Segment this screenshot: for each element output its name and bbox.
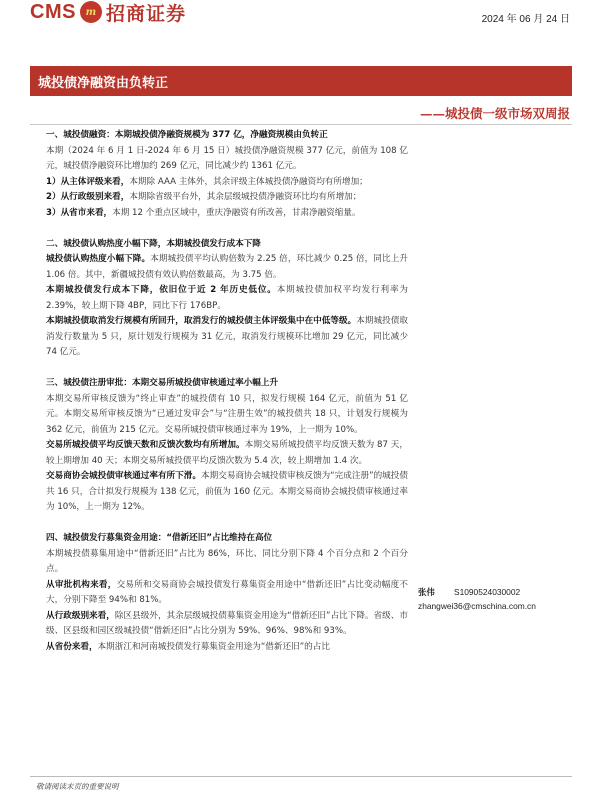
paragraph-text: 本期浙江和河南城投债发行募集资金用途为“借新还旧”的占比 [97,641,330,652]
brand-logo-cn: 招商证券 [105,2,186,25]
bullet-text: 本期 12 个重点区域中，重庆净融资有所改善，甘肃净融资缩量。 [112,207,361,218]
section-3-paragraph-1: 本期交易所审核反馈为“终止审查”的城投债有 10 只，拟发行规模 164 亿元，前值为 51 亿元。本期交易所审核反馈为“已通过发审会”与“注册生效”的城投债共 18 只，计划发行规模为 362 亿元，前值为 215 亿元。交易所城投债审核通过率为 19%，上一期为 10%。 [46,393,408,435]
section-4-paragraph-4 [46,640,408,656]
analyst-id: S1090524030002 [454,587,521,597]
section-1-bullet-2 [46,190,408,206]
brand-badge-icon [80,1,102,23]
section-1-paragraph: 本期（2024 年 6 月 1 日-2024 年 6 月 15 日）城投债净融资规模 377 亿元，前值为 108 亿元，城投债净融资环比增加约 269 亿元，同比减少约 1361 亿元。 [46,145,408,171]
paragraph-text: 本期交易所城投债平均反馈天数为 87 天，较上期增加 40 天；本期交易所城投债平均反馈次数为 5.4 次，较上期增加 1.4 次。 [46,440,408,466]
section-3-heading: 三、城投债注册审批：本期交易所城投债审核通过率小幅上升 [46,378,279,388]
summary-column [46,128,408,655]
section-4-paragraph-1: 本期城投债募集用途中“借新还旧”占比为 86%，环比、同比分别下降 4 个百分点和 2 个百分点。 [46,548,408,574]
section-4-paragraph-2 [46,578,408,609]
section-3-paragraph-3 [46,469,408,516]
paragraph-lead: 本期城投债发行成本下降，依旧位于近 2 年历史低位。 [46,285,277,295]
bullet-text: 本期除 AAA 主体外，其余评级主体城投债净融资均有所增加； [129,176,368,187]
paragraph-lead: 交易商协会城投债审核通过率有所下滑。 [46,471,202,481]
bullet-lead: 2）从行政级别来看， [46,192,130,202]
bullet-lead: 3）从省市来看， [46,207,113,218]
section-2-paragraph-3 [46,314,408,361]
section-4-heading: 四、城投债发行募集资金用途：“借新还旧”占比维持在高位 [46,533,273,543]
analyst-name: 张伟 [418,587,435,597]
bullet-text: 本期除省级平台外，其余层级城投债净融资环比均有所增加； [129,192,362,202]
brand-logo-en: CMS [30,0,76,23]
section-4-paragraph-3 [46,609,408,640]
paragraph-text: 除区县级外，其余层级城投债募集资金用途为“借新还旧”占比下降。省级、市级、区县级和园区级城投债“借新还旧”占比分别为 59%、96%、98%和 93%。 [46,610,408,636]
report-date: 2024 年 06 月 24 日 [481,14,570,25]
paragraph-text: 本期城投债取消发行数量为 5 只，原计划发行规模为 31 亿元，取消发行规模环比增加 29 亿元，同比减少 74 亿元。 [46,316,408,357]
analyst-info [418,585,578,613]
paragraph-lead: 从省份来看， [46,641,98,652]
section-2-paragraph-2 [46,283,408,314]
report-subtitle: ——城投债一级市场双周报 [419,106,570,121]
paragraph-lead: 交易所城投债平均反馈天数和反馈次数均有所增加。 [46,440,245,450]
section-1-bullet-1 [46,175,408,191]
brand-logo [30,0,186,24]
report-title: 城投债净融资由负转正 [38,76,169,91]
footer-divider [30,776,572,777]
footer-note: 敬请阅读末页的重要说明 [36,782,119,791]
paragraph-text: 本期交易商协会城投债审核反馈为“完成注册”的城投债共 16 只，合计拟发行规模为 138 亿元，前值为 160 亿元。本期交易商协会城投债审核通过率为 10%，上一期为 12%。 [46,471,408,512]
section-3-paragraph-2 [46,438,408,469]
paragraph-text: 交易所和交易商协会城投债发行募集资金用途中“借新还旧”占比变动幅度不大，分别下降至 94%和 81%。 [46,579,408,605]
analyst-email[interactable]: zhangwei36@cmschina.com.cn [418,601,536,611]
subtitle-divider [30,124,572,125]
section-2-heading: 二、城投债认购热度小幅下降，本期城投债发行成本下降 [46,238,261,249]
paragraph-text: 本期城投债平均认购倍数为 2.25 倍，环比减少 0.25 倍，同比上升 1.06 倍。其中，新疆城投债有效认购倍数最高，为 3.75 倍。 [46,254,408,280]
brand-badge-letter: m [85,6,97,18]
section-1-bullet-3 [46,206,408,222]
paragraph-lead: 从行政级别来看， [46,610,115,621]
section-2-paragraph-1 [46,252,408,283]
bullet-lead: 1）从主体评级来看， [46,176,130,187]
paragraph-lead: 从审批机构来看， [46,579,117,590]
paragraph-text: 本期城投债加权平均发行利率为 2.39%，较上期下降 4BP，同比下行 176BP。 [46,285,408,311]
section-1-heading: 一、城投债融资：本期城投债净融资规模为 377 亿，净融资规模由负转正 [46,130,328,140]
paragraph-lead: 城投债认购热度小幅下降。 [46,254,151,264]
paragraph-lead: 本期城投债取消发行规模有所回升，取消发行的城投债主体评级集中在中低等级。 [46,316,357,326]
title-banner [30,66,572,96]
